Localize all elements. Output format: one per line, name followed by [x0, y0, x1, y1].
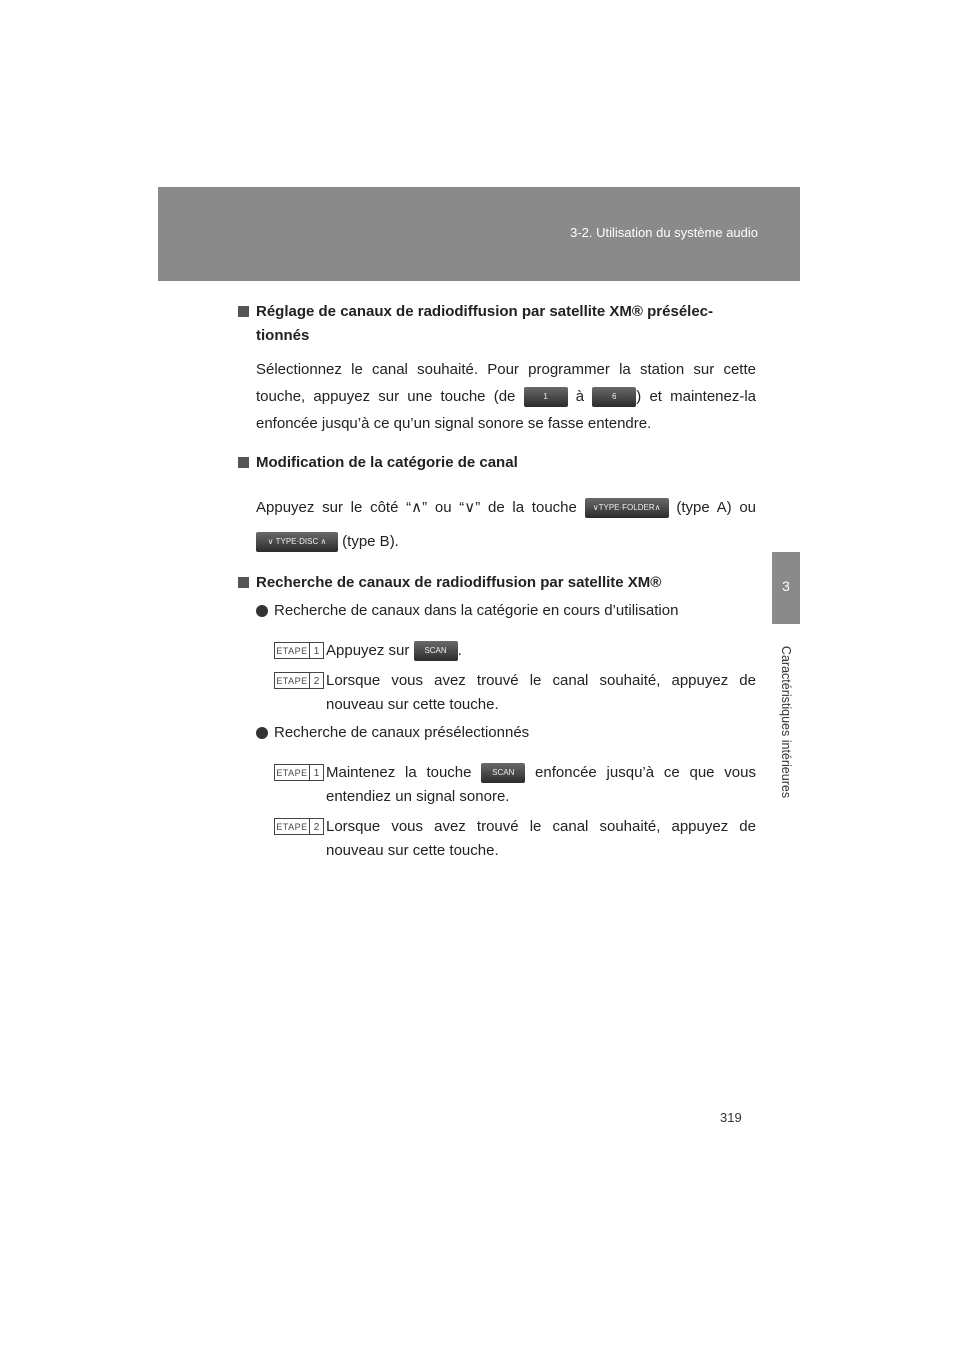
section-title: 3-2. Utilisation du système audio: [570, 225, 758, 240]
sub-preset-search: Recherche de canaux présélectionnés: [238, 721, 756, 745]
chapter-tab: [772, 552, 800, 624]
chapter-number: 3: [782, 578, 790, 594]
square-bullet-icon: [238, 457, 249, 468]
step-2-category: ETAPE 2 Lorsque vous avez trouvé le canal souhaité, appuyez de nouveau sur cette touche.: [238, 669, 756, 717]
page-number: 319: [720, 1110, 742, 1125]
preset-button-6: 6: [592, 387, 636, 407]
step-1-category: ETAPE 1 Appuyez sur SCAN .: [238, 639, 756, 663]
heading-preset-channels: Réglage de canaux de radiodiffusion par satellite XM® présélec-tionnés: [238, 300, 756, 348]
section-header: [158, 187, 800, 281]
chapter-title: Caractéristiques intérieures: [779, 645, 793, 799]
step-2-preset: ETAPE 2 Lorsque vous avez trouvé le canal souhaité, appuyez de nouveau sur cette touche.: [238, 815, 756, 863]
step-badge: ETAPE 1: [274, 642, 324, 659]
category-paragraph: Appuyez sur le côté “∧” ou “∨” de la touche ∨TYPE·FOLDER∧ (type A) ou ∨ TYPE·DISC ∧ (type B).: [238, 491, 756, 559]
chapter-label: [768, 632, 804, 812]
heading-category: Modification de la catégorie de canal: [238, 451, 756, 475]
sub-category-search: Recherche de canaux dans la catégorie en cours d’utilisation: [238, 599, 756, 623]
round-bullet-icon: [256, 727, 268, 739]
square-bullet-icon: [238, 577, 249, 588]
preset-button-1: 1: [524, 387, 568, 407]
scan-button: SCAN: [481, 763, 525, 783]
type-folder-button: ∨TYPE·FOLDER∧: [585, 498, 669, 518]
square-bullet-icon: [238, 306, 249, 317]
step-badge: ETAPE 2: [274, 672, 324, 689]
round-bullet-icon: [256, 605, 268, 617]
page-content: [238, 300, 756, 863]
step-badge: ETAPE 1: [274, 764, 324, 781]
step-badge: ETAPE 2: [274, 818, 324, 835]
type-disc-button: ∨ TYPE·DISC ∧: [256, 532, 338, 552]
scan-button: SCAN: [414, 641, 458, 661]
heading-search: Recherche de canaux de radiodiffusion par satellite XM®: [238, 571, 756, 595]
preset-paragraph: Sélectionnez le canal souhaité. Pour programmer la station sur cette touche, appuyez sur une touche (de 1 à 6 ) et maintenez-la enfoncée jusqu’à ce qu’un signal sonore se fasse entendre.: [256, 361, 757, 432]
step-1-preset: ETAPE 1 Maintenez la touche SCAN enfoncée jusqu’à ce que vous entendiez un signal sonore.: [238, 761, 756, 809]
